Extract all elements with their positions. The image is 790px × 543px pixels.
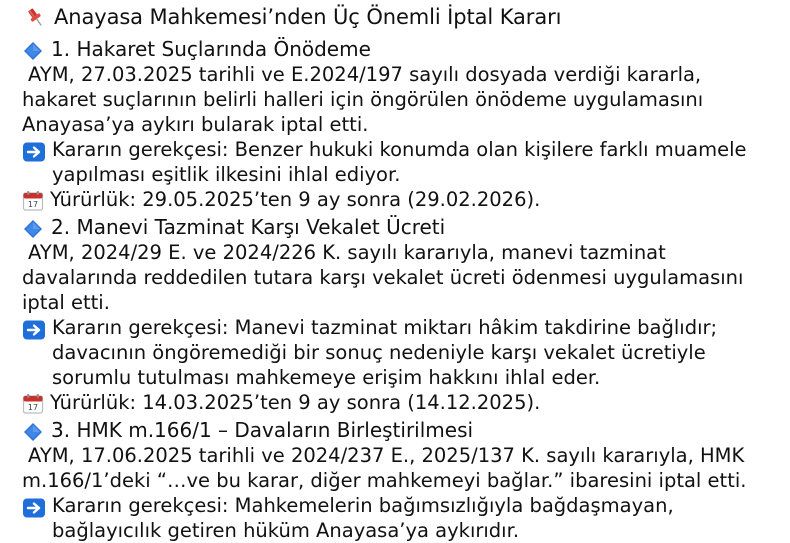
blue-diamond-icon — [22, 421, 44, 443]
section-2-effective: Yürürlük: 14.03.2025’ten 9 ay sonra (14.12.2025). — [50, 391, 541, 414]
svg-text:17: 17 — [27, 200, 39, 210]
section-3-rationale: Kararın gerekçesi: Mahkemelerin bağımsızlığıyla bağdaşmayan, bağlayıcılık getiren hüküm Anayasa’ya aykırıdır. — [52, 494, 674, 542]
page-title-row — [24, 4, 780, 30]
section-1-effective-row — [22, 187, 780, 212]
section-1-rationale-row — [22, 137, 780, 187]
section-2-body: AYM, 2024/29 E. ve 2024/226 K. sayılı kararıyla, manevi tazminat davalarında reddedilen tutara karşı vekalet ücreti ödenmesi uygulamasını iptal etti. — [22, 241, 744, 314]
section-1-effective: Yürürlük: 29.05.2025’ten 9 ay sonra (29.02.2026). — [50, 188, 541, 211]
section-3 — [8, 417, 780, 543]
section-2-effective-row — [22, 390, 780, 415]
right-arrow-icon — [22, 497, 46, 519]
right-arrow-icon — [22, 319, 46, 341]
section-2 — [8, 214, 780, 415]
section-2-heading-row — [22, 214, 780, 240]
section-1-heading: 1. Hakaret Suçlarında Önödeme — [51, 37, 371, 61]
section-2-rationale: Kararın gerekçesi: Manevi tazminat miktarı hâkim takdirine bağlıdır; davacının öngöremediği bir sonuç nedeniyle karşı vekalet ücretiyle sorumlu tutulması mahkemeye erişim hakkını ihlal eder. — [52, 316, 718, 389]
section-1 — [8, 36, 780, 212]
blue-diamond-icon — [22, 218, 44, 240]
section-3-body: AYM, 17.06.2025 tarihli ve 2024/237 E., 2025/137 K. sayılı kararıyla, HMK m.166/1’deki “…ve bu karar, diğer mahkemeyi bağlar.” ibaresini iptal etti. — [22, 444, 747, 492]
blue-diamond-icon — [22, 40, 44, 62]
section-1-heading-row — [22, 36, 780, 62]
calendar-icon — [22, 190, 44, 212]
section-1-body: AYM, 27.03.2025 tarihli ve E.2024/197 sayılı dosyada verdiği kararla, hakaret suçlarının belirli halleri için öngörülen önödeme uygulamasını Anayasa’ya aykırı bularak iptal etti. — [22, 63, 704, 136]
section-2-heading: 2. Manevi Tazminat Karşı Vekalet Ücreti — [51, 215, 446, 239]
section-3-rationale-row — [22, 493, 780, 543]
calendar-icon — [22, 393, 44, 415]
right-arrow-icon — [22, 141, 46, 163]
section-3-heading: 3. HMK m.166/1 – Davaların Birleştirilmesi — [51, 418, 474, 442]
section-1-rationale: Kararın gerekçesi: Benzer hukuki konumda olan kişilere farklı muamele yapılması eşitlik ilkesini ihlal ediyor. — [52, 138, 747, 186]
svg-text:17: 17 — [27, 403, 39, 413]
section-3-heading-row — [22, 417, 780, 443]
page-title: Anayasa Mahkemesi’nden Üç Önemli İptal Kararı — [54, 5, 562, 29]
section-2-rationale-row — [22, 315, 780, 390]
pushpin-icon — [24, 6, 48, 30]
